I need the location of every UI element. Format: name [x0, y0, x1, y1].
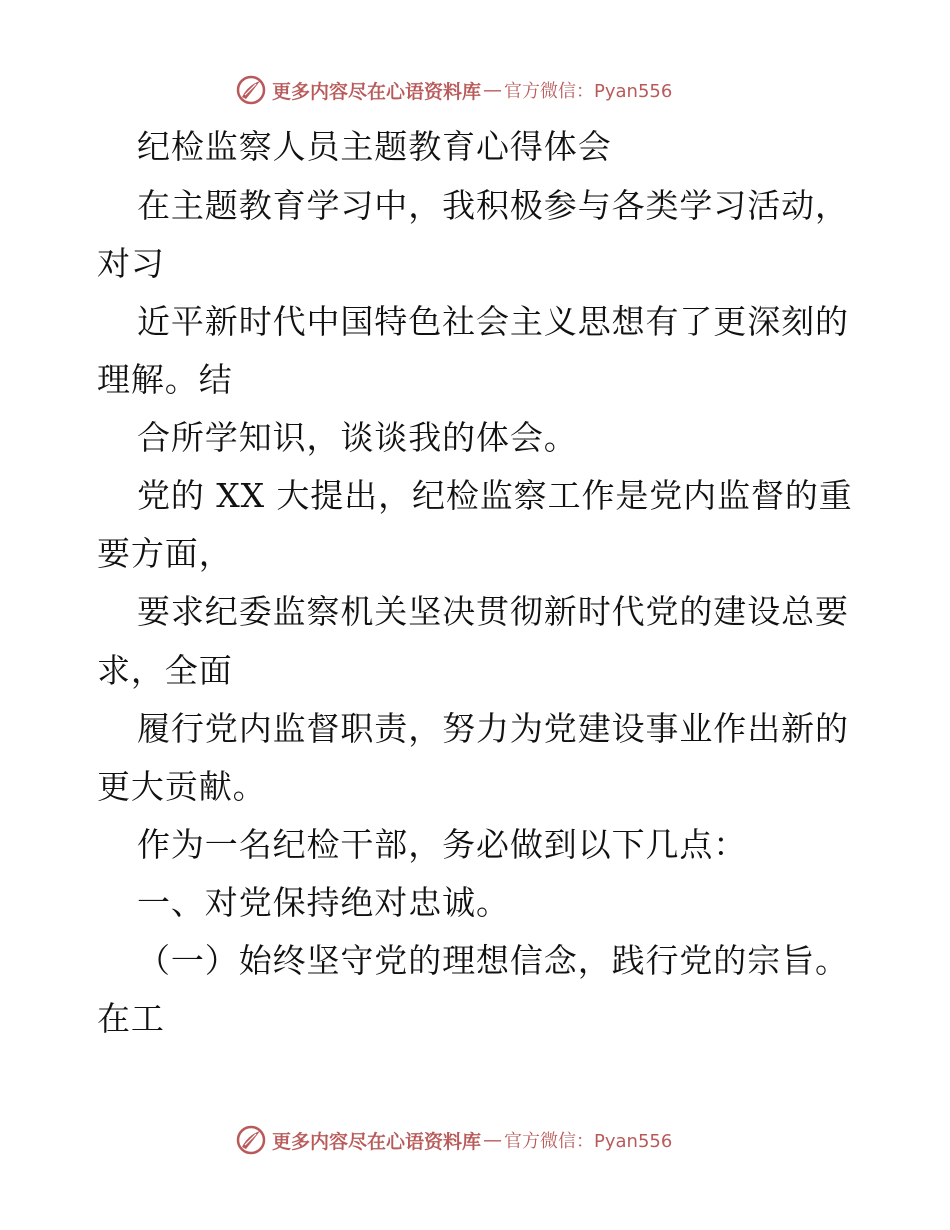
text-line: 近平新时代中国特色社会主义思想有了更深刻的: [137, 302, 849, 341]
text-line: 在工: [97, 999, 165, 1038]
watermark-separator: —: [483, 1129, 503, 1151]
section-heading: 一、对党保持绝对忠诚。: [137, 883, 510, 922]
text-line: 党的 XX 大提出，纪检监察工作是党内监督的重: [137, 476, 853, 515]
text-line: 求，全面: [97, 651, 233, 690]
text-line: 作为一名纪检干部，务必做到以下几点：: [137, 825, 748, 864]
watermark-text: 更多内容尽在心语资料库: [272, 1130, 482, 1153]
pen-logo-icon: [236, 1125, 266, 1155]
document-title: 纪检监察人员主题教育心得体会: [137, 127, 612, 166]
text-line: 合所学知识，谈谈我的体会。: [137, 418, 578, 457]
text-line: 要求纪委监察机关坚决贯彻新时代党的建设总要: [137, 592, 849, 631]
watermark-text: 更多内容尽在心语资料库: [272, 80, 482, 103]
watermark-contact: 官方微信：Pyan556: [504, 1131, 673, 1152]
text-line: 理解。结: [97, 360, 233, 399]
text-line: 更大贡献。: [97, 767, 267, 806]
text-line: 履行党内监督职责，努力为党建设事业作出新的: [137, 709, 849, 748]
subsection-heading: （一）始终坚守党的理想信念，践行党的宗旨。: [137, 941, 849, 980]
watermark-contact: 官方微信：Pyan556: [504, 81, 673, 102]
text-line: 要方面，: [97, 534, 233, 573]
footer-watermark: [236, 1123, 672, 1157]
watermark-separator: —: [483, 79, 503, 101]
text-line: 在主题教育学习中，我积极参与各类学习活动，: [137, 186, 849, 225]
text-line: 对习: [97, 244, 165, 283]
